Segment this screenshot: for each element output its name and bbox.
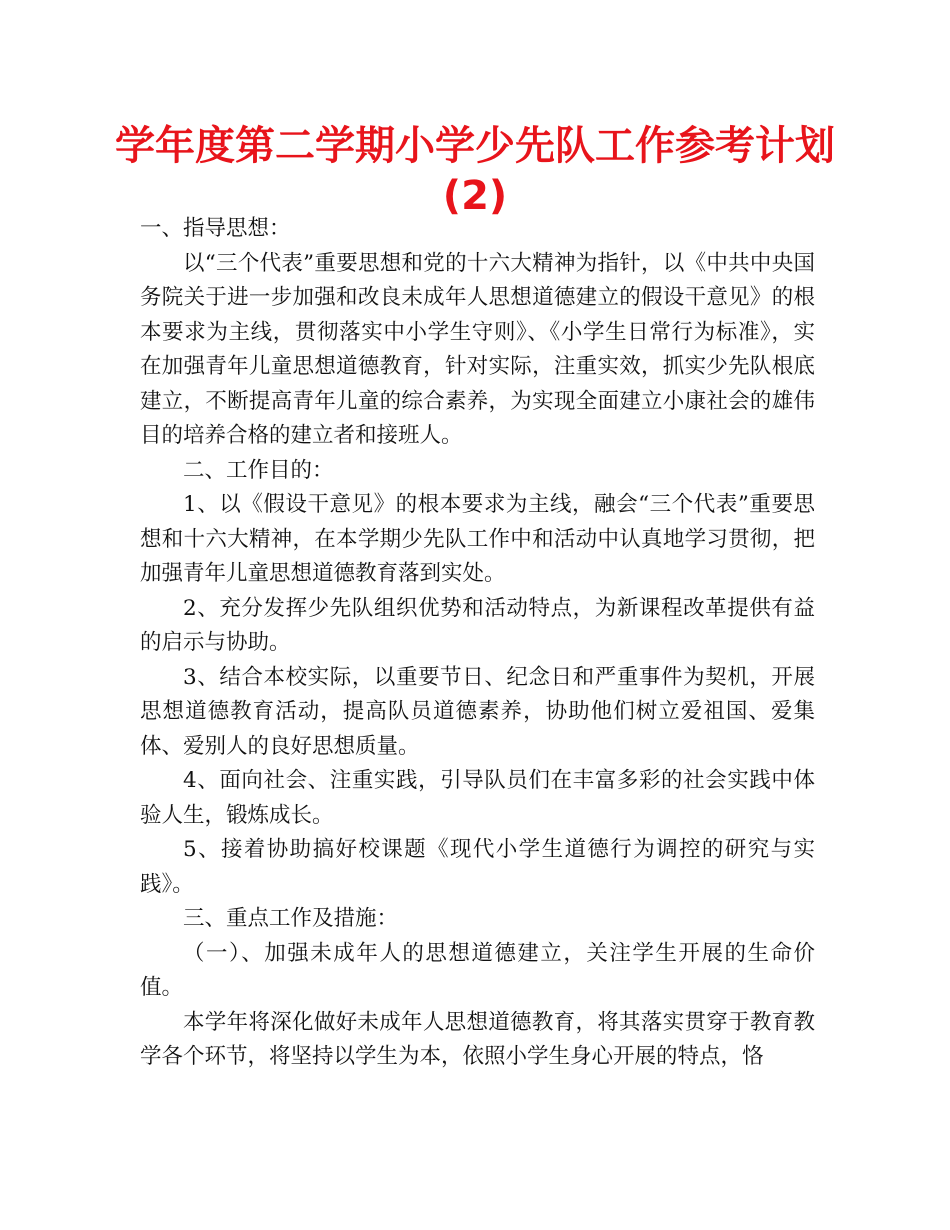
paragraph: 以“三个代表”重要思想和党的十六大精神为指针，以《中共中央国务院关于进一步加强和改良未成年人思想道德建立的假设干意见》的根本要求为主线，贯彻落实中小学生守则》、《小学生日常行为标准》，实在加强青年儿童思想道德教育，针对实际，注重实效，抓实少先队根底建立，不断提高青年儿童的综合素养，为实现全面建立小康社会的雄伟目的培养合格的建立者和接班人。 (140, 250, 815, 448)
subsection-heading: （一）、加强未成年人的思想道德建立，关注学生开展的生命价值。 (140, 940, 815, 1000)
document-body (140, 212, 815, 1075)
section-heading: 三、重点工作及措施： (183, 906, 399, 931)
document-title-suffix: (2) (442, 173, 508, 219)
section-heading: 二、工作目的： (183, 457, 334, 483)
paragraph: 4、面向社会、注重实践，引导队员们在丰富多彩的社会实践中体验人生，锻炼成长。 (140, 768, 815, 828)
paragraph: 5、接着协助搞好校课题《现代小学生道德行为调控的研究与实践》。 (140, 837, 815, 897)
paragraph: 2、充分发挥少先队组织优势和活动特点，为新课程改革提供有益的启示与协助。 (140, 595, 815, 655)
paragraph: 1、以《假设干意见》的根本要求为主线，融会“三个代表”重要思想和十六大精神，在本学期少先队工作中和活动中认真地学习贯彻，把加强青年儿童思想道德教育落到实处。 (140, 492, 815, 586)
section-heading: 一、指导思想： (140, 216, 291, 241)
paragraph: 本学年将深化做好未成年人思想道德教育，将其落实贯穿于教育教学各个环节，将坚持以学生为本，依照小学生身心开展的特点，恪 (140, 1009, 815, 1069)
document-title: 学年度第二学期小学少先队工作参考计划 (115, 123, 835, 169)
paragraph: 3、结合本校实际，以重要节日、纪念日和严重事件为契机，开展思想道德教育活动，提高队员道德素养，协助他们树立爱祖国、爱集体、爱别人的良好思想质量。 (140, 664, 815, 759)
